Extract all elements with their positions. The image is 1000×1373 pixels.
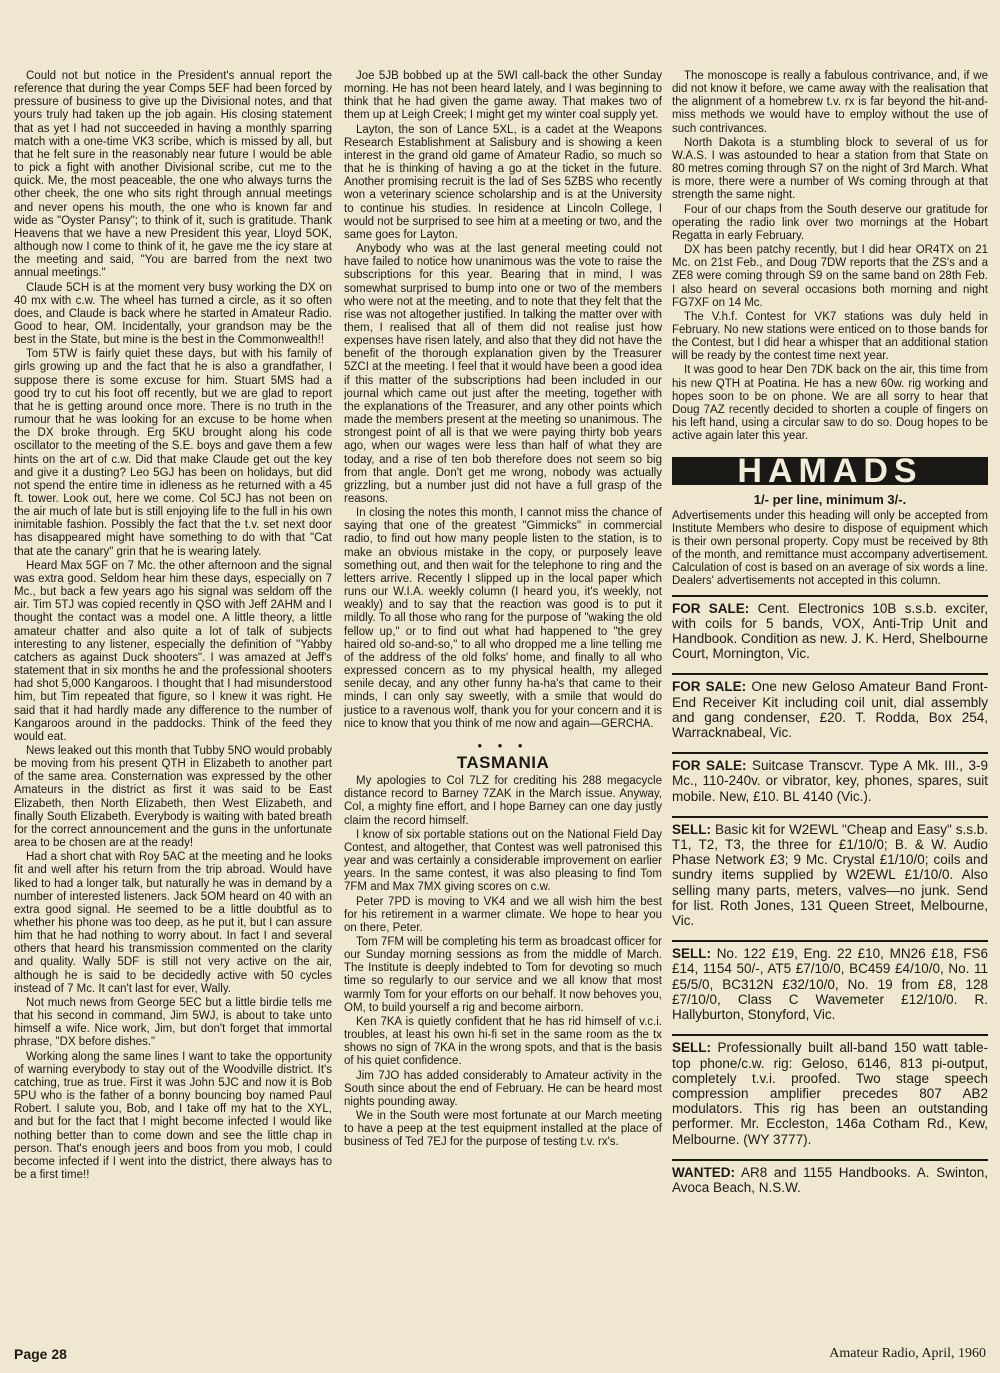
paragraph: Peter 7PD is moving to VK4 and we all wish him the best for his retirement in a warmer climate. We hope to hear you on there, Peter. (344, 895, 662, 934)
ad-lead: FOR SALE: (672, 679, 747, 695)
classified-ad (672, 940, 988, 1028)
page-number: Page 28 (14, 1346, 67, 1362)
paragraph: Tom 7FM will be completing his term as broadcast officer for our Sunday morning sessions as from the middle of March. The Institute is deeply indebted to Tom for devoting so much time so regularly to our service and we all know that most warmly Tom for your efforts on our behalf. It now behoves you, OM, to build yourself a rig and become airborn. (344, 936, 662, 1014)
classified-ad (672, 752, 988, 810)
paragraph: I know of six portable stations out on the National Field Day Contest, and altogether, that Contest was well patronised this year and was certainly a considerable improvement on earlier years. In the same contest, it was also pleasing to find Tom 7FM and Max 7MX giving scores on c.w. (344, 828, 662, 894)
ad-text: No. 122 £19, Eng. 22 £10, MN26 £18, FS6 £14, 1154 50/-, AT5 £7/10/0, BC459 £4/10/0, No. 11 £5/5/0, BC312N £32/10/0, No. 19 from £8, 128 £7/10/0, Class C Wavemeter £12/10/0. R. Hallyburton, Stonyford, Vic. (672, 946, 988, 1023)
paragraph: Layton, the son of Lance 5XL, is a cadet at the Weapons Research Establishment at Salisbury and is showing a keen interest in the grand old game of Amateur Radio, so much so that he is thinking of having a go at the ticket in the future. Another promising recruit is the lad of Ses 5ZBS who recently won a veterinary science scholarship and is at the University to continue his studies. In residence at Lincoln College, I would not be surprised to see him at a meeting or two, and the same goes for Layton. (344, 123, 662, 241)
ad-text: Basic kit for W2EWL "Cheap and Easy" s.s.b. T1, T2, T3, the three for £1/10/0; B. & W. Audio Phase Network £3; 9 Mc. Crystal £1/10/0; coils and sundry items supplied by W2EWL £1/10/0. Also selling many parts, meters, valves—no junk. Send for list. Roth Jones, 131 Queen Street, Melbourne, Vic. (672, 821, 988, 929)
paragraph: Anybody who was at the last general meeting could not have failed to notice how unanimous was the vote to raise the subscriptions for this year. Bearing that in mind, I was somewhat surprised to bump into one or two of the members who were not at the meeting, and to note that they felt that the rise was not altogether justified. In talking the matter over with them, I realised that all of them did not realise just how expenses have risen lately, and also that they did not have the benefit of the thorough explanation given by the Treasurer 5ZCI at the meeting. I feel that it would have been a good idea if this matter of the subscriptions had been included in our journal which came out just after the meeting, together with the explanations of the Treasurer, and any other points which made the members present at the meeting so unanimous. The strongest point of all is that we were paying thirty bob years ago, when our wages were less than half of what they are today, and a rise of ten bob therefore does not seem so big from that angle. Don't get me wrong, nobody was actually grizzling, but a number just did not have a full grasp of the reasons. (344, 243, 662, 505)
column-1 (14, 70, 332, 1340)
paragraph: News leaked out this month that Tubby 5NO would probably be moving from his present QTH in Elizabeth to another part of the same area. Consternation was expressed by the other Amateurs in the district as first it was said to be East Elizabeth, then North Elizabeth, then West Elizabeth, and finally South Elizabeth. Everybody is waiting with bated breath for the correct announcement and the guns in the unfortunate area to be chosen are at the ready! (14, 744, 332, 850)
ad-lead: SELL: (672, 1040, 711, 1056)
paragraph: North Dakota is a stumbling block to several of us for W.A.S. I was astounded to hear a station from that State on 80 metres coming through S7 on the night of 3rd March. What is more, there were a number of Ws coming through at that strength the same night. (672, 136, 988, 202)
paragraph: Claude 5CH is at the moment very busy working the DX on 40 mx with c.w. The wheel has turned a circle, as it so often does, and Claude is back where he started in Amateur Radio. Good to hear, OM. Incidentally, your grandson may be the best in the State, but mine is the best in the Commonwealth!! (14, 281, 332, 347)
section-title-tasmania: TASMANIA (456, 752, 550, 772)
paragraph: My apologies to Col 7LZ for crediting his 288 megacycle distance record to Barney 7ZAK in the March issue. Anyway, Col, a mighty fine effort, and I hope Barney can one day justly claim the record himself. (344, 775, 662, 827)
classified-ad (672, 816, 988, 934)
paragraph: The V.h.f. Contest for VK7 stations was duly held in February. No new stations were enticed on to those bands for the Contest, but I did hear a whisper that an additional station will be ready by the contest time next year. (672, 310, 988, 363)
paragraph: Ken 7KA is quietly confident that he has rid himself of v.c.i. troubles, at least his own hi-fi set in the same room as the tx shows no sign of 7KA in the wrong spots, and that is the basis of his quiet confidence. (344, 1015, 662, 1068)
classified-ad (672, 1159, 988, 1201)
paragraph: Could not but notice in the President's annual report the reference that during the year Comps 5EF had been forced by pressure of business to give up the Divisional notes, and that yours truly had taken up the job again. His closing statement that as yet I had not succeeded in having a monthly sparring match with a one-time VK3 scribe, which is missed by all, but that he felt sure in the reasonably near future I would be able to pick a fight with another Divisional scribe, cut me to the quick. Me, the most peaceable, the one who always turns the other cheek, the one who sits right through annual meetings and never opens his mouth, the one who is known far and wide as "Oyster Pansy"; to think of it, such is gratitude. Thank Heavens that we have a new President this year, Lloyd 5OK, although now I come to think of it, he gave me the icy stare at the meeting and said, "You are barred from the next two annual meetings." (14, 70, 332, 280)
ad-lead: WANTED: (672, 1164, 735, 1180)
section-divider: • • • (477, 737, 529, 753)
publication-line: Amateur Radio, April, 1960 (829, 1346, 986, 1361)
column-3 (672, 70, 988, 1340)
classified-ad (672, 673, 988, 746)
paragraph: In closing the notes this month, I cannot miss the chance of saying that one of the greatest "Gimmicks" in commercial radio, to find out how many people listen to the station, is to make an obvious mistake in the copy, or purposely leave something out, and then wait for the telephone to ring and the letters arrive. Recently I slipped up in the local paper which runs our W.I.A. weekly column (I heard you, it's weekly, not weakly) and to say that the reaction was good is to put it mildly. To all those who rang for the purpose of "waking the old fellow up," or to find out what had happened to "the grey haired old so-and-so," to all who dropped me a line telling me of the address of the old folks' home, and finally to all who expressed concern as to my physical health, my alleged senile decay, and any other funny ha-ha's that came to their minds, I can only say sweetly, with a smile that would do justice to a ravenous wolf, thank you for your concern and it is nice to know that you think of me now and again—GERCHA. (344, 507, 662, 730)
paragraph: Four of our chaps from the South deserve our gratitude for operating the radio link over two mornings at the Hobart Regatta in early February. (672, 203, 988, 242)
hamads-heading: HAMADS (672, 457, 988, 484)
ad-text: One new Geloso Amateur Band Front-End Receiver Kit including coil unit, dial assembly and gang condenser, £20. T. Rodda, Box 254, Warracknabeal, Vic. (672, 679, 988, 741)
ad-lead: FOR SALE: (672, 600, 750, 616)
paragraph: Not much news from George 5EC but a little birdie tells me that his second in command, Jim 5WJ, is about to take unto himself a wife. Nice work, Jim, but don't forget that immortal phrase, "DX before dishes." (14, 996, 332, 1049)
ad-text: Cent. Electronics 10B s.s.b. exciter, with coils for 5 bands, VOX, Anti-Trip Unit and Handbook. Condition as new. J. K. Herd, Shelbourne Court, Mornington, Vic. (672, 600, 988, 662)
ad-lead: FOR SALE: (672, 758, 747, 774)
hamads-rate: 1/- per line, minimum 3/-. (753, 491, 907, 507)
ad-lead: SELL: (672, 946, 711, 962)
ad-lead: SELL: (672, 821, 711, 837)
paragraph: It was good to hear Den 7DK back on the air, this time from his new QTH at Poatina. He has a new 60w. rig working and hopes soon to be on phone. We are all sorry to hear that Doug 7AZ recently decided to shorten a couple of fingers on his left hand, using a circular saw to do so. Doug hopes to be active again later this year. (672, 364, 988, 443)
paragraph: The monoscope is really a fabulous contrivance, and, if we did not know it before, we came away with the realisation that the alignment of a homebrew t.v. rx is far beyond the hit-and-miss methods we would have to employ without the use of such contrivances. (672, 70, 988, 135)
hamads-notice: Advertisements under this heading will only be accepted from Institute Members who desire to dispose of equipment which is their own personal property. Copy must be received by 8th of the month, and remittance must accompany advertisement. Calculation of cost is based on an average of six words a line. Dealers' advertisements not accepted in this column. (672, 509, 988, 588)
paragraph: Had a short chat with Roy 5AC at the meeting and he looks fit and well after his return from the trip abroad. Would have liked to had a longer talk, but naturally he was in demand by a number of interested listeners. Jack 5OM heard on 40 with an extra good signal. He seemed to be a little doubtful as to whether his phone was too deep, as he put it, but I can assure him that he had nothing to worry about. In fact I and several others that heard his transmission commented on the clarity and quality. Wally 5DF is still not very active on the air, although he is said to be decidedly active with 50 cycles instead of 7 Mc. It can't last for ever, Wally. (14, 851, 332, 995)
paragraph: Tom 5TW is fairly quiet these days, but with his family of girls growing up and the fact that he is also a grandfather, I suppose there is some excuse for him. Stuart 5MS had a good try to cut his foot off recently, but we are glad to report that he is getting around once more. There is no truth in the rumour that he was looking for an excuse to be home when the DX broke through. Erg 5KU brought along his code oscillator to the meeting of the S.E. boys and gave them a few hints on the art of c.w. Did that make Claude get out the key and give it a dusting? Leo 5GJ has been on holidays, but did not spend the entire time in idleness as he returned with a 45 ft. tower. Look out, here we come. Col 5CJ has not been on the air much of late but is still enjoying life to the full in his own inimitable fashion. Possibly the fact that the t.v. set next door has disappeared might have something to do with that "Cat that ate the canary" grin that he is wearing lately. (14, 348, 332, 558)
column-2 (344, 70, 662, 1340)
ad-text: Suitcase Transcvr. Type A Mk. III., 3-9 Mc., 110-240v. or vibrator, key, phones, spares, suit mobile. New, £10. BL 4140 (Vic.). (672, 758, 988, 804)
ad-text: Professionally built all-band 150 watt table-top phone/c.w. rig: Geloso, 6146, 813 pi-output, completely t.v.i. proofed. Two stage speech compression amplifier precedes 807 AB2 modulators. This rig has been an outstanding performer. Mr. Eccleston, 146a Cotham Rd., Kew, Melbourne. (WY 3777). (672, 1040, 988, 1147)
classified-ad (672, 1034, 988, 1152)
paragraph: Jim 7JO has added considerably to Amateur activity in the South since about the end of February. He can be heard most nights pounding away. (344, 1069, 662, 1108)
paragraph: We in the South were most fortunate at our March meeting to have a peep at the test equipment installed at the place of business of Ted 7EJ for the purpose of testing t.v. rx's. (344, 1110, 662, 1149)
paragraph: DX has been patchy recently, but I did hear OR4TX on 21 Mc. on 21st Feb., and Doug 7DW reports that the ZS's and a ZE8 were coming through S9 on the same band on 28th Feb. I also heard on several occasions both morning and night FG7XF on 14 Mc. (672, 244, 988, 309)
ad-text: AR8 and 1155 Handbooks. A. Swinton, Avoca Beach, N.S.W. (672, 1164, 988, 1195)
paragraph: Heard Max 5GF on 7 Mc. the other afternoon and the signal was extra good. Seldom hear him these days, especially on 7 Mc., but back a few years ago his signal was seldom off the air. Tim 5TJ was copied recently in QSO with Jeff 2AHM and I thought the contact was a model one. A little theory, a little amateur chatter and also quite a lot of talk of subjects interesting to any listener, especially the definition of "Yabby catchers as against Duck shooters". I was amazed at Jeff's statement that in six months he and the professional shooters had shot 5,000 Kangaroos. I thought that I had misunderstood him, but Tim repeated that figure, so I knew it was right. He said that it had hardly made any difference to the number of Kangaroos around in the paddocks. Think of the feed they would eat. (14, 559, 332, 743)
classified-ad (672, 595, 988, 668)
paragraph: Joe 5JB bobbed up at the 5WI call-back the other Sunday morning. He has not been heard lately, and I was beginning to think that he had given the game away. That makes two of them up at Leigh Creek; I might get my winter coal supply yet. (344, 70, 662, 122)
paragraph: Working along the same lines I want to take the opportunity of warning everybody to stay out of the Woodville district. It's catching, true as true. First it was John 5JC and now it is Bob 5PU who is the father of a bonny bouncing boy named Paul Robert. I salute you, Bob, and I take off my hat to the XYL, and but for the fact that I might become infected I would like nothing better than to come down and see the little chap in person. That's enough jeers and boos from you mob, I could become infected if I went into the district, there always has to be a first time!! (14, 1050, 332, 1181)
